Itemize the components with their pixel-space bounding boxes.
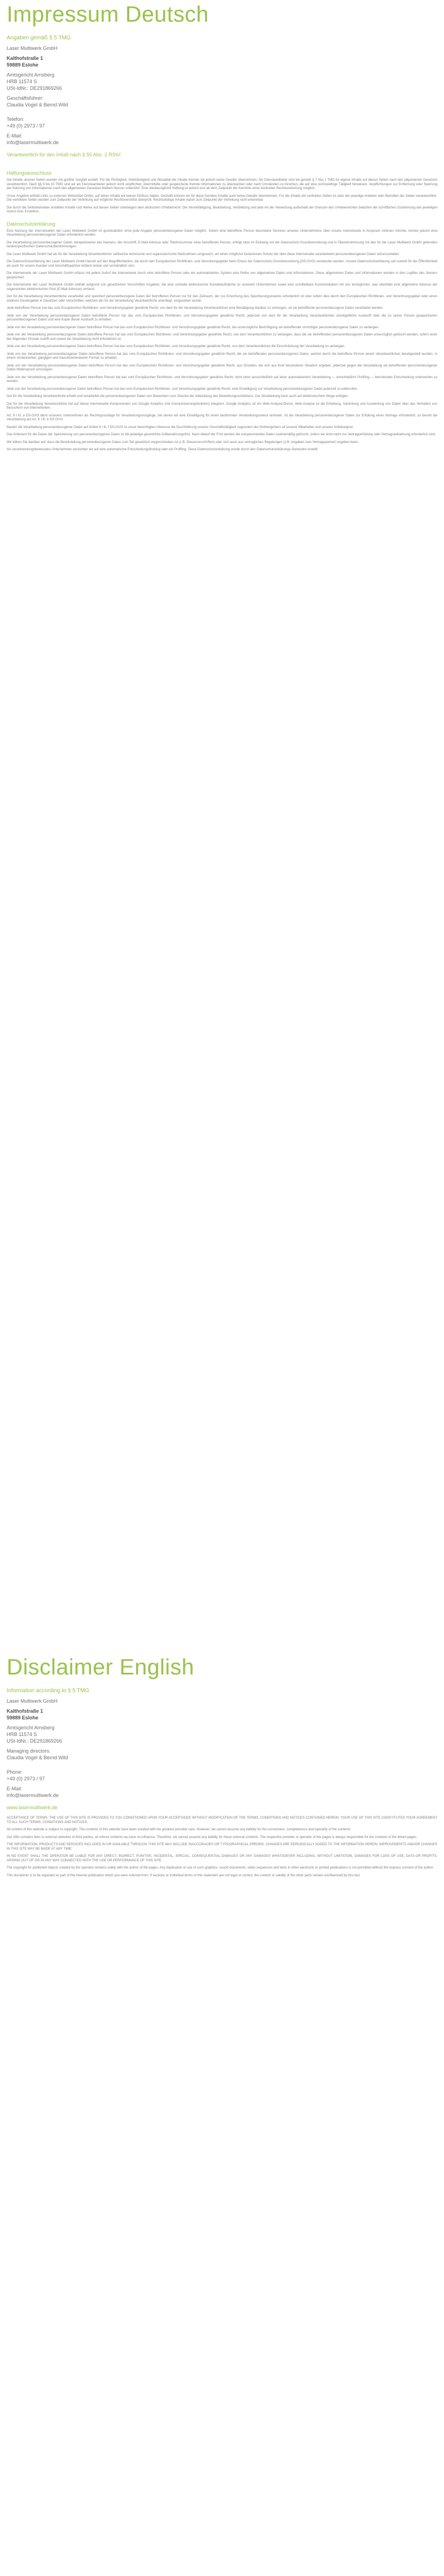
city: 59889 Eslohe <box>7 1715 39 1720</box>
privacy-paragraph: Jede von der Verarbeitung personenbezogener Daten betroffene Person hat das vom Europäischen Richtlinien- und Verordnungsgeber gewährte Recht, nicht einer ausschließlich auf einer automatisierten Verarbeitung — einschließlich Profiling — beruhenden Entscheidung unterworfen zu werden. <box>7 375 437 383</box>
phone-value: +49 (0) 2973 / 97 <box>7 123 45 129</box>
privacy-paragraph: Die Laser Multiwerk GmbH hat als für die Verarbeitung Verantwortlicher zahlreiche technische und organisatorische Maßnahmen umgesetzt, um einen möglichst lückenlosen Schutz der über diese Internetseite verarbeiteten personenbezogenen Daten sicherzustellen. <box>7 252 400 256</box>
english-paragraph: All content of this website is subject to copyright. The contents of this website have been created with the greatest possible care. However, we cannot assume any liability for the correctness, completeness and topicality of the contents. <box>7 1828 351 1831</box>
english-paragraph: Our offer contains links to external websites of third parties, on whose contents we have no influence. Therefore, we cannot assume any liability for these external contents. The respective provider or operator of the pages is always responsible for the contents of the linked pages. <box>7 1835 417 1839</box>
city: 59889 Eslohe <box>7 62 39 68</box>
privacy-paragraph: Jede von der Verarbeitung personenbezogener Daten betroffene Person hat das vom Europäischen Richtlinien- und Verordnungsgeber gewährte Recht, von dem Verantwortlichen zu verlangen, dass die sie betreffenden personenbezogenen Daten unverzüglich gelöscht werden, sofern einer der folgenden Gründe zutrifft und soweit die Verarbeitung nicht erforderlich ist. <box>7 333 437 341</box>
company-name: Laser Multiwerk GmbH <box>7 1698 58 1704</box>
privacy-paragraph: Jede betroffene Person hat das vom Europäischen Richtlinien- und Verordnungsgeber gewährte Recht, von dem für die Verarbeitung Verantwortlichen eine Bestätigung darüber zu verlangen, ob sie betreffende personenbezogene Daten verarbeitet werden. <box>7 307 384 310</box>
privacy-paragraph: Jede von der Verarbeitung personenbezogener Daten betroffene Person hat das vom Europäischen Richtlinien- und Verordnungsgeber gewährte Recht, von dem Verantwortlichen die Einschränkung der Verarbeitung zu verlangen. <box>7 345 345 348</box>
english-paragraph: THE INFORMATION, PRODUCTS AND SERVICES INCLUDED IN OR AVAILABLE THROUGH THIS SITE MAY INCLUDE INACCURACIES OR TYPOGRAPHICAL ERRORS. CHANGES ARE PERIODICALLY ADDED TO THE INFORMATION HEREIN. IMPROVEMENTS AND/OR CHANGES IN THIS SITE MAY BE MADE AT ANY TIME. <box>7 1843 437 1851</box>
street: Kalthofstraße 1 <box>7 1708 43 1714</box>
privacy-heading: Datenschutzerklärung <box>7 221 56 227</box>
company-name: Laser Multiwerk GmbH <box>7 45 58 51</box>
manager-label: Geschäftsführer: <box>7 95 44 101</box>
disclaimer-heading-de: Haftungsausschluss <box>7 170 52 176</box>
privacy-paragraph-list <box>7 230 437 452</box>
responsible-heading: Verantwortlich für den Inhalt nach § 55 Abs. 2 RStV: <box>7 152 122 157</box>
email-label: E-Mail: <box>7 133 23 139</box>
privacy-paragraph: Das Kriterium für die Dauer der Speicherung von personenbezogenen Daten ist die jeweilige gesetzliche Aufbewahrungsfrist. Nach Ablauf der Frist werden die entsprechenden Daten routinemäßig gelöscht, sofern sie nicht mehr zur Vertragserfüllung oder Vertragsanbahnung erforderlich sind. <box>7 433 436 436</box>
phone-label: Telefon: <box>7 116 24 122</box>
privacy-paragraph: Die Internetseite der Laser Multiwerk GmbH enthält aufgrund von gesetzlichen Vorschriften Angaben, die eine schnelle elektronische Kontaktaufnahme zu unserem Unternehmen sowie eine unmittelbare Kommunikation mit uns ermöglichen, was ebenfalls eine allgemeine Adresse der sogenannten elektronischen Post (E-Mail-Adresse) umfasst. <box>7 283 437 291</box>
phone-label: Phone: <box>7 1769 23 1775</box>
contact-heading-de: Angaben gemäß § 5 TMG <box>7 35 71 41</box>
english-paragraph-list <box>7 1816 437 1878</box>
privacy-paragraph: Jede von der Verarbeitung personenbezogener Daten betroffene Person hat das vom Europäischen Richtlinien- und Verordnungsgeber gewährte Recht, die sie betreffenden personenbezogenen Daten, welche durch die betroffene Person einem Verantwortlichen bereitgestellt wurden, in einem strukturierten, gängigen und maschinenlesbaren Format zu erhalten. <box>7 352 437 360</box>
privacy-paragraph: Basiert die Verarbeitung personenbezogener Daten auf Artikel 6 I lit. f DS-GVO ist unser berechtigtes Interesse die Durchführung unserer Geschäftstätigkeit zugunsten des Wohlergehens all unserer Mitarbeiter und unserer Anteilseigner. <box>7 425 354 429</box>
privacy-paragraph: Jede von der Verarbeitung personenbezogener Daten betroffene Person hat das vom Europäischen Richtlinien- und Verordnungsgeber gewährte Recht, die unverzügliche Berichtigung sie betreffender unrichtiger personenbezogener Daten zu verlangen. <box>7 325 380 329</box>
privacy-paragraph: Die Verarbeitung personenbezogener Daten, beispielsweise des Namens, der Anschrift, E-Mail-Adresse oder Telefonnummer einer betroffenen Person, erfolgt stets im Einklang mit der Datenschutz-Grundverordnung und in Übereinstimmung mit den für die Laser Multiwerk GmbH geltenden landesspezifischen Datenschutzbestimmungen. <box>7 241 437 248</box>
privacy-paragraph: Jede von der Verarbeitung personenbezogener Daten betroffene Person hat das vom Europäischen Richtlinien- und Verordnungsgeber gewährte Recht, jederzeit von dem für die Verarbeitung Verantwortlichen unentgeltliche Auskunft über die zu seiner Person gespeicherten personenbezogenen Daten und eine Kopie dieser Auskunft zu erhalten. <box>7 314 437 322</box>
privacy-paragraph: Der für die Verarbeitung Verantwortliche hat auf dieser Internetseite Komponenten von Google Analytics (mit Anonymisierungsfunktion) integriert. Google Analytics ist ein Web-Analyse-Dienst. Web-Analyse ist die Erhebung, Sammlung und Auswertung von Daten über das Verhalten von Besuchern von Internetseiten. <box>7 402 437 410</box>
page-title-en: Disclaimer English <box>7 1655 194 1679</box>
vat-id: USt-IdNr.: DE291869266 <box>7 1738 62 1744</box>
disclaimer-paragraph: Unser Angebot enthält Links zu externen Webseiten Dritter, auf deren Inhalte wir keinen Einfluss haben. Deshalb können wir für diese fremden Inhalte auch keine Gewähr übernehmen. Für die Inhalte der verlinkten Seiten ist stets der jeweilige Anbieter oder Betreiber der Seiten verantwortlich. Die verlinkten Seiten wurden zum Zeitpunkt der Verlinkung auf mögliche Rechtsverstöße überprüft. Rechtswidrige Inhalte waren zum Zeitpunkt der Verlinkung nicht erkennbar. <box>7 194 437 202</box>
contact-heading-en: Information according to § 5 TMG <box>7 1688 89 1694</box>
manager-name: Claudia Vogel & Bernd Wild <box>7 1755 68 1760</box>
privacy-paragraph: Art. 6 I lit. a DS-GVO dient unserem Unternehmen als Rechtsgrundlage für Verarbeitungsvorgänge, bei denen wir eine Einwilligung für einen bestimmten Verarbeitungszweck einholen. Ist die Verarbeitung personenbezogener Daten zur Erfüllung eines Vertrags erforderlich, so beruht die Verarbeitung auf Art. 6 I lit. b DS-GVO. <box>7 414 437 421</box>
english-paragraph: IN NO EVENT SHALL THE OPERATOR BE LIABLE FOR ANY DIRECT, INDIRECT, PUNITIVE, INCIDENTAL, SPECIAL, CONSEQUENTIAL DAMAGES OR ANY DAMAGES WHATSOEVER INCLUDING, WITHOUT LIMITATION, DAMAGES FOR LOSS OF USE, DATA OR PROFITS, ARISING OUT OF OR IN ANY WAY CONNECTED WITH THE USE OR PERFORMANCE OF THIS SITE. <box>7 1855 437 1862</box>
english-paragraph: The copyright for published objects created by the operator remains solely with the author of the pages. Any duplication or use of such graphics, sound documents, video sequences and texts in other electronic or printed publications is not permitted without the express consent of the author. <box>7 1866 434 1870</box>
section-disclaimer-en <box>7 1655 437 1881</box>
section-impressum-de <box>7 2 437 456</box>
page-title-de: Impressum Deutsch <box>7 2 209 27</box>
privacy-paragraph: Als verantwortungsbewusstes Unternehmen verzichten wir auf eine automatische Entscheidungsfindung oder ein Profiling. Diese Datenschutzerklärung wurde durch den Datenschutzerklärungs-Generator erstellt. <box>7 448 319 451</box>
register-court: Amtsgericht Arnsberg <box>7 72 55 78</box>
english-paragraph: This disclaimer is to be regarded as part of the internet publication which you were referred from. If sections or individual terms of this statement are not legal or correct, the content or validity of the other parts remain uninfluenced by this fact. <box>7 1874 361 1877</box>
vat-id: USt-IdNr.: DE291869266 <box>7 85 62 91</box>
register-number: HRB 11574 S <box>7 79 37 84</box>
privacy-paragraph: Die Internetseite der Laser Multiwerk GmbH erfasst mit jedem Aufruf der Internetseite durch eine betroffene Person oder ein automatisiertes System eine Reihe von allgemeinen Daten und Informationen. Diese allgemeinen Daten und Informationen werden in den Logfiles des Servers gespeichert. <box>7 272 437 279</box>
privacy-paragraph: Die Datenschutzerklärung der Laser Multiwerk GmbH beruht auf den Begrifflichkeiten, die durch den Europäischen Richtlinien- und Verordnungsgeber beim Erlass der Datenschutz-Grundverordnung (DS-GVO) verwendet wurden. Unsere Datenschutzerklärung soll sowohl für die Öffentlichkeit als auch für unsere Kunden und Geschäftspartner einfach lesbar und verständlich sein. <box>7 260 437 268</box>
register-number: HRB 11574 S <box>7 1732 37 1737</box>
phone-value: +49 (0) 2973 / 97 <box>7 1776 45 1781</box>
privacy-paragraph: Jede von der Verarbeitung personenbezogener Daten betroffene Person hat das vom Europäischen Richtlinien- und Verordnungsgeber gewährte Recht, eine Einwilligung zur Verarbeitung personenbezogener Daten jederzeit zu widerrufen. <box>7 387 358 391</box>
email-label: E-Mail: <box>7 1786 23 1791</box>
privacy-paragraph: Wir klären Sie darüber auf, dass die Bereitstellung personenbezogener Daten zum Teil gesetzlich vorgeschrieben ist (z.B. Steuervorschriften) oder sich auch aus vertraglichen Regelungen (z.B. Angaben zum Vertragspartner) ergeben kann. <box>7 440 359 444</box>
privacy-paragraph: Der für die Verarbeitung Verantwortliche verarbeitet und speichert personenbezogene Daten der betroffenen Person nur für den Zeitraum, der zur Erreichung des Speicherungszwecks erforderlich ist oder sofern dies durch den Europäischen Richtlinien- und Verordnungsgeber oder einen anderen Gesetzgeber in Gesetzen oder Vorschriften, welchen der für die Verarbeitung Verantwortliche unterliegt, vorgesehen wurde. <box>7 295 437 303</box>
disclaimer-paragraph: Die durch die Seitenbetreiber erstellten Inhalte und Werke auf diesen Seiten unterliegen dem deutschen Urheberrecht. Die Vervielfältigung, Bearbeitung, Verbreitung und jede Art der Verwertung außerhalb der Grenzen des Urheberrechtes bedürfen der schriftlichen Zustimmung des jeweiligen Autors bzw. Erstellers. <box>7 206 437 213</box>
privacy-paragraph: Jede von der Verarbeitung personenbezogener Daten betroffene Person hat das vom Europäischen Richtlinien- und Verordnungsgeber gewährte Recht, aus Gründen, die sich aus ihrer besonderen Situation ergeben, jederzeit gegen die Verarbeitung sie betreffender personenbezogener Daten Widerspruch einzulegen. <box>7 364 437 371</box>
register-court: Amtsgericht Arnsberg <box>7 1725 55 1730</box>
street: Kalthofstraße 1 <box>7 55 43 61</box>
manager-name: Claudia Vogel & Bernd Wild <box>7 102 68 108</box>
email-link[interactable]: info@lasermultiwerk.de <box>7 1793 59 1798</box>
manager-label: Managing directors: <box>7 1748 51 1754</box>
privacy-paragraph: Eine Nutzung der Internetseiten der Laser Multiwerk GmbH ist grundsätzlich ohne jede Angabe personenbezogener Daten möglich. Sofern eine betroffene Person besondere Services unseres Unternehmens über unsere Internetseite in Anspruch nehmen möchte, könnte jedoch eine Verarbeitung personenbezogener Daten erforderlich werden. <box>7 229 437 237</box>
privacy-paragraph: Der für die Verarbeitung Verantwortliche erhebt und verarbeitet die personenbezogenen Daten von Bewerbern zum Zwecke der Abwicklung des Bewerbungsverfahrens. Die Verarbeitung kann auch auf elektronischem Wege erfolgen. <box>7 395 349 398</box>
website-link[interactable]: www.lasermultiwerk.de <box>7 1805 58 1810</box>
disclaimer-paragraph: Die Inhalte unserer Seiten wurden mit größter Sorgfalt erstellt. Für die Richtigkeit, Vollständigkeit und Aktualität der Inhalte können wir jedoch keine Gewähr übernehmen. Als Diensteanbieter sind wir gemäß § 7 Abs.1 TMG für eigene Inhalte auf diesen Seiten nach den allgemeinen Gesetzen verantwortlich. Nach §§ 8 bis 10 TMG sind wir als Diensteanbieter jedoch nicht verpflichtet, übermittelte oder gespeicherte fremde Informationen zu überwachen oder nach Umständen zu forschen, die auf eine rechtswidrige Tätigkeit hinweisen. Verpflichtungen zur Entfernung oder Sperrung der Nutzung von Informationen nach den allgemeinen Gesetzen bleiben hiervon unberührt. Eine diesbezügliche Haftung ist jedoch erst ab dem Zeitpunkt der Kenntnis einer konkreten Rechtsverletzung möglich. <box>7 179 437 190</box>
email-link[interactable]: info@lasermultiwerk.de <box>7 140 59 145</box>
english-paragraph: ACCEPTANCE OF TERMS: THE USE OF THIS SITE IS PROVIDED TO YOU CONDITIONED UPON YOUR ACCEPTANCE WITHOUT MODIFICATION OF THE TERMS, CONDITIONS AND NOTICES CONTAINED HEREIN. YOUR USE OF THIS SITE CONSTITUTES YOUR AGREEMENT TO ALL SUCH TERMS, CONDITIONS AND NOTICES. <box>7 1816 437 1824</box>
